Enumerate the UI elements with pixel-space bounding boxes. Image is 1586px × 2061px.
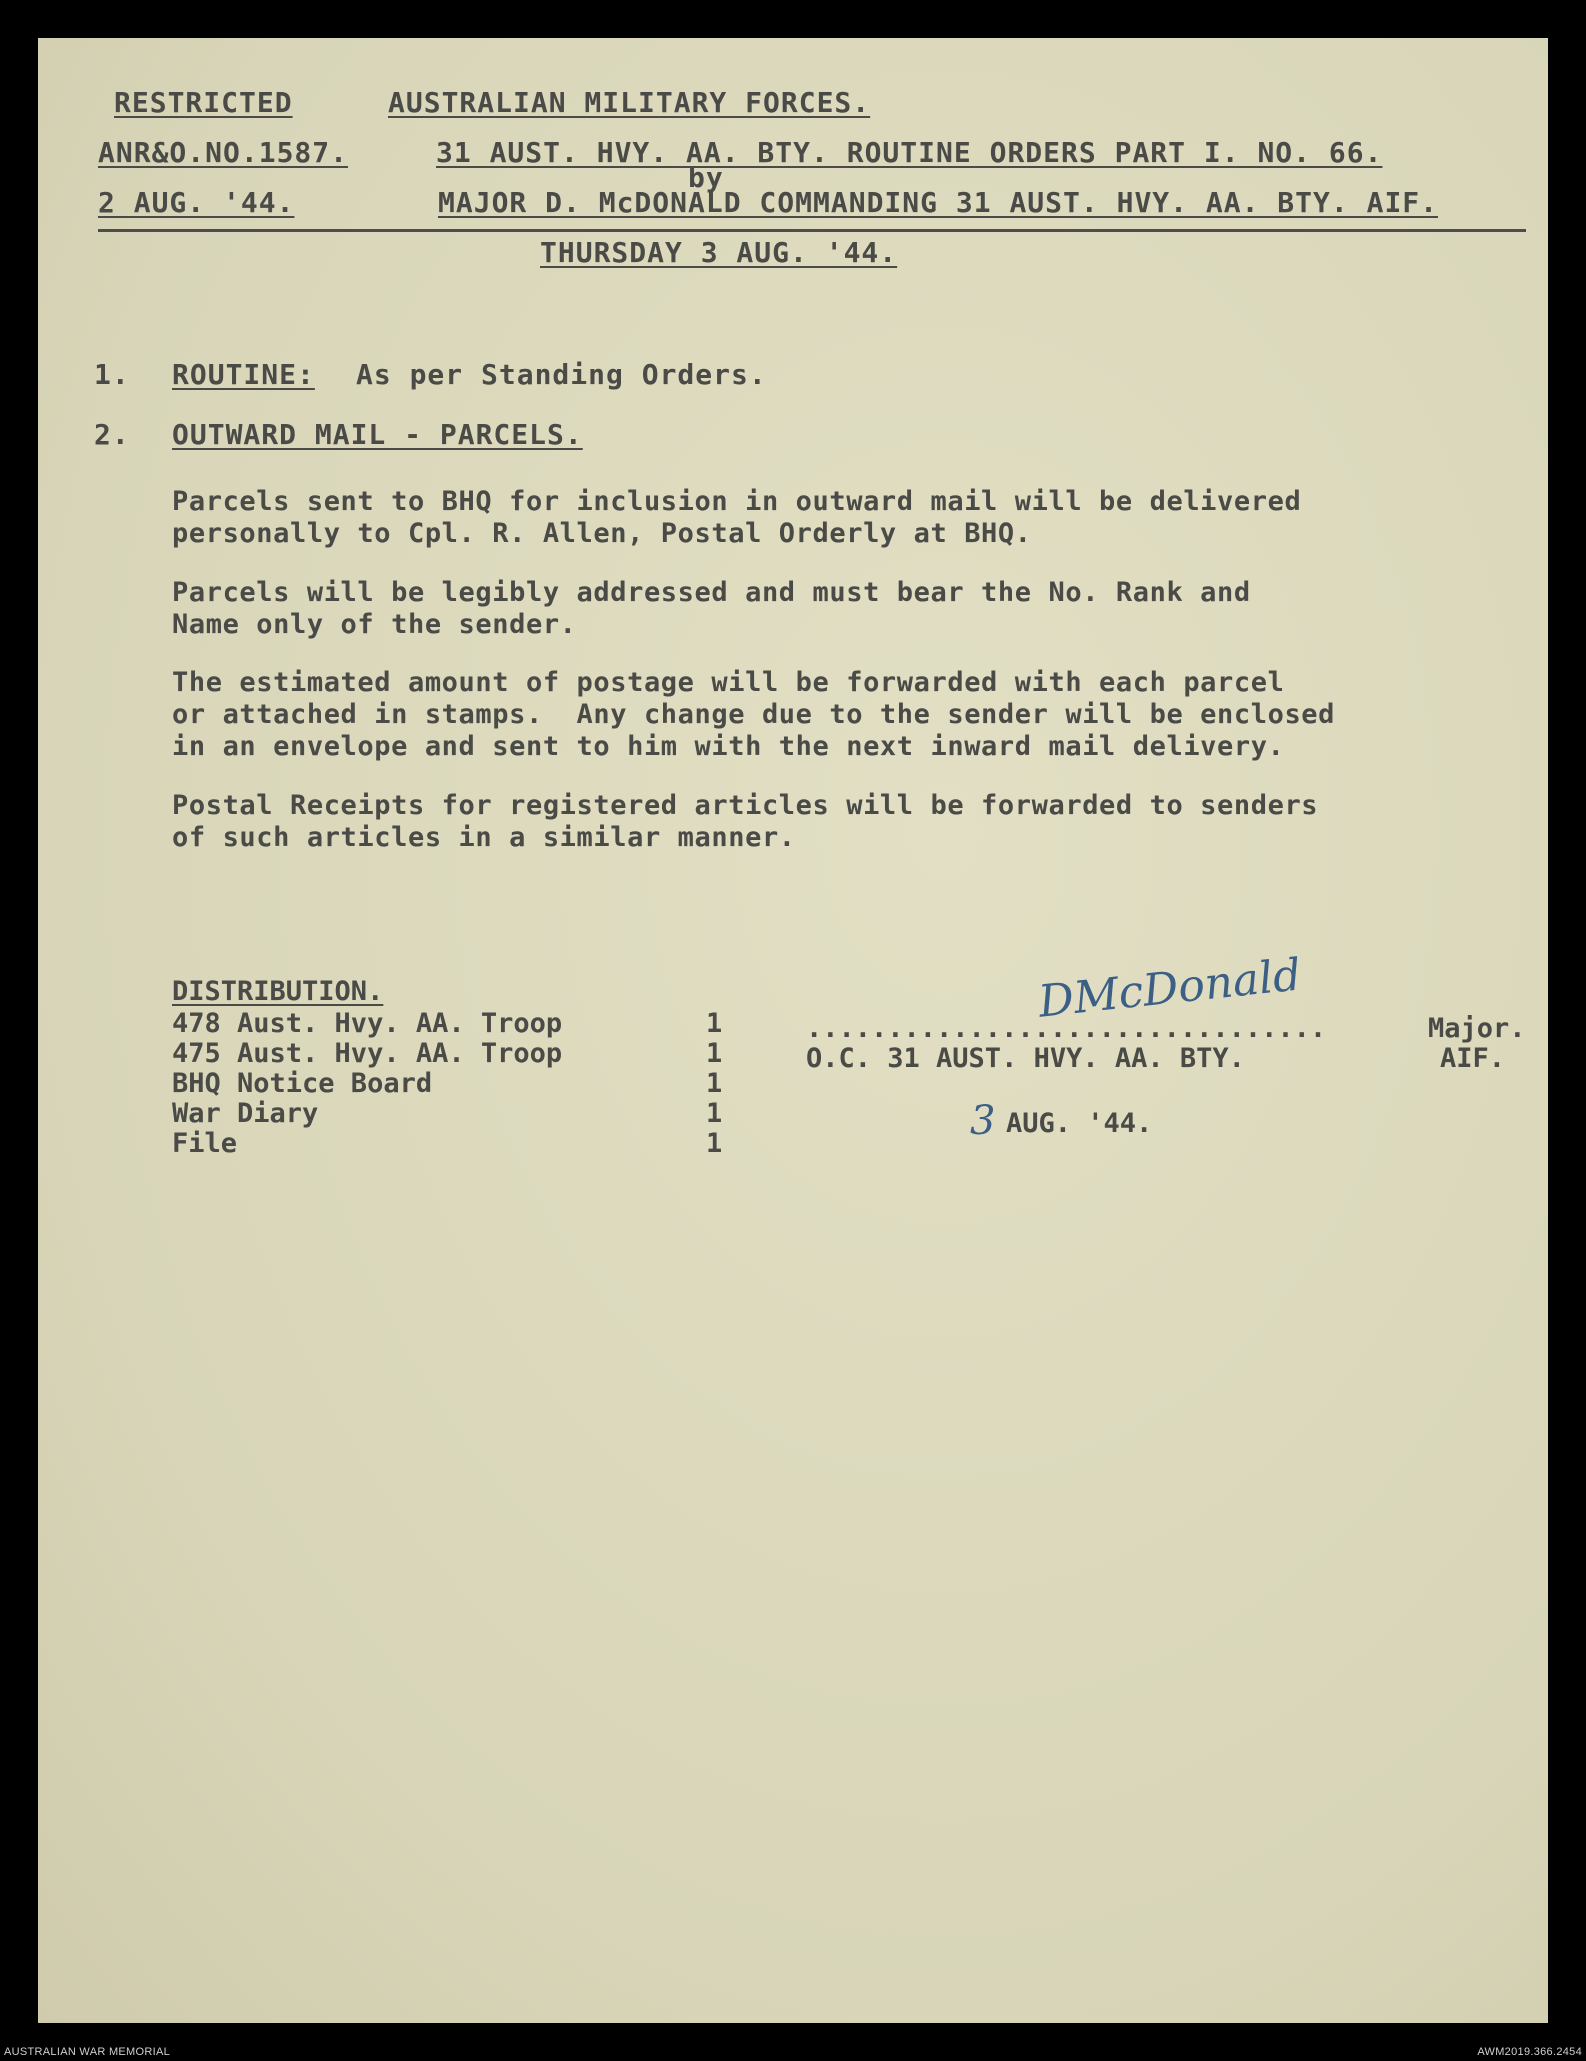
signature-dots: ................................ [806,1013,1327,1044]
paragraph-receipts: Postal Receipts for registered articles will be forwarded to senders of such articles in a similar manner. [172,790,1319,853]
order-date: THURSDAY 3 AUG. '44. [540,236,898,269]
signature-force: AIF. [1440,1043,1506,1074]
archive-credit-left: AUSTRALIAN WAR MEMORIAL [4,2046,171,2058]
order-title: 31 AUST. HVY. AA. BTY. ROUTINE ORDERS PART I. NO. 66. [436,136,1383,169]
distribution-copies: 1 [706,1128,723,1159]
file-reference: ANR&O.NO.1587. [98,136,349,169]
classification-label: RESTRICTED [114,86,293,119]
signature-rank: Major. [1428,1013,1526,1044]
organisation-title: AUSTRALIAN MILITARY FORCES. [388,86,871,119]
item-1-heading: ROUTINE: [172,358,315,391]
item-2-number: 2. [94,418,130,451]
archive-item-id: AWM2019.366.2454 [1477,2046,1582,2058]
item-1-text: As per Standing Orders. [356,358,767,391]
header-divider [98,229,1526,232]
item-2-heading: OUTWARD MAIL - PARCELS. [172,418,583,451]
issue-date: 2 AUG. '44. [98,186,295,219]
by-label: by [688,161,724,194]
paragraph-postage: The estimated amount of postage will be forwarded with each parcel or attached in stamps. Any change due to the sender will be enclosed in an envelope and sent to him with the next inward mail delivery. [172,667,1336,762]
document-page [38,38,1548,2023]
distribution-copies: 1 [706,1098,723,1129]
paragraph-delivery: Parcels sent to BHQ for inclusion in outward mail will be delivered personally to Cpl. R. Allen, Postal Orderly at BHQ. [172,486,1302,549]
distribution-copies: 1 [706,1008,723,1039]
handwritten-date-day: 3 [970,1098,996,1144]
signature-text: DMcDonald [1036,949,1304,1028]
commander-line: MAJOR D. McDONALD COMMANDING 31 AUST. HVY. AA. BTY. AIF. [438,186,1439,219]
distribution-copies: 1 [706,1068,723,1099]
signature-date: AUG. '44. [1006,1108,1153,1139]
distribution-recipient: War Diary [172,1098,319,1129]
distribution-copies: 1 [706,1038,723,1069]
distribution-recipient: BHQ Notice Board [172,1068,433,1099]
signature-office: O.C. 31 AUST. HVY. AA. BTY. [806,1043,1245,1074]
distribution-heading: DISTRIBUTION. [172,976,384,1007]
distribution-recipient: 478 Aust. Hvy. AA. Troop [172,1008,563,1039]
paragraph-addressing: Parcels will be legibly addressed and must bear the No. Rank and Name only of the sender. [172,577,1251,640]
distribution-recipient: 475 Aust. Hvy. AA. Troop [172,1038,563,1069]
item-1-number: 1. [94,358,130,391]
distribution-recipient: File [172,1128,238,1159]
